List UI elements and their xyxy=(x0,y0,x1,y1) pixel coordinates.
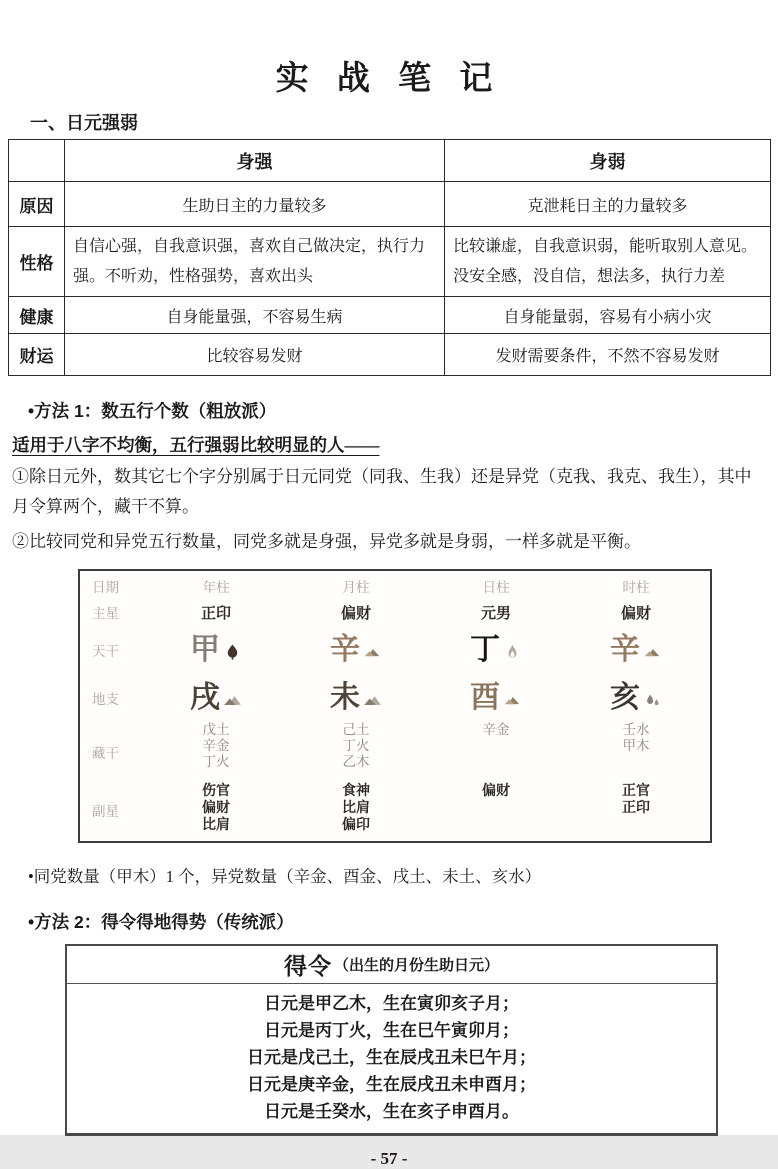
deling-header-sub: （出生的月份生助日元） xyxy=(333,958,499,974)
pillar-month-sub-stars: 食神 比肩 偏印 xyxy=(342,782,370,832)
row-label-main-star: 主星 xyxy=(92,606,119,621)
row-label-cause: 原因 xyxy=(9,182,65,227)
page-number: - 57 - xyxy=(370,1149,408,1168)
pillar-day-stem: 丁 xyxy=(470,633,500,666)
pillar-year-header: 年柱 xyxy=(202,580,230,595)
strength-comparison-table xyxy=(8,139,771,376)
fire-icon xyxy=(503,643,522,662)
deling-rule-wood: 日元是甲乙木，生在寅卯亥子月； xyxy=(264,994,519,1013)
pillar-month-hidden-stems: 己土 丁火 乙木 xyxy=(342,722,370,769)
pillar-day-hidden-stems: 辛金 xyxy=(482,722,510,737)
pillar-month-stem: 辛 xyxy=(330,633,360,666)
pillar-day xyxy=(426,574,566,838)
table-row-cause xyxy=(9,182,771,227)
wealth-weak-cell: 发财需要条件，不然不容易发财 xyxy=(445,334,771,376)
table-header-row xyxy=(9,140,771,182)
table-row-health xyxy=(9,297,771,334)
cause-weak-cell: 克泄耗日主的力量较多 xyxy=(445,182,771,227)
pillar-month-main-star: 偏财 xyxy=(340,604,371,622)
method1-point1: ①除日元外，数其它七个字分别属于日元同党（同我、生我）还是异党（克我、我克、我生），其中月令算两个，藏干不算。 xyxy=(12,467,752,516)
character-strong-cell: 自信心强，自我意识强，喜欢自己做决定，执行力强。不听劝，性格强势，喜欢出头 xyxy=(65,227,445,297)
section-heading: 一、日元强弱 xyxy=(30,113,138,133)
row-label-wealth: 财运 xyxy=(9,334,65,376)
row-label-sub-stars: 副星 xyxy=(92,804,119,819)
pillar-day-main-star: 元男 xyxy=(480,604,511,622)
deling-table-body xyxy=(67,984,716,1133)
deling-rule-fire: 日元是丙丁火，生在巳午寅卯月； xyxy=(264,1021,519,1040)
row-label-hidden-stems: 藏干 xyxy=(92,746,119,761)
header-strong: 身强 xyxy=(65,140,445,182)
pillar-year-stem: 甲 xyxy=(190,633,220,666)
wood-icon xyxy=(223,643,242,662)
header-empty-cell xyxy=(9,140,65,182)
pillar-year-branch: 戌 xyxy=(190,681,220,714)
deling-header-main: 得令 xyxy=(283,953,332,979)
pillar-hour-stem: 辛 xyxy=(610,633,640,666)
pillar-hour-header: 时柱 xyxy=(622,580,650,595)
water-icon xyxy=(643,691,662,710)
pillar-year xyxy=(146,574,286,838)
pillar-day-sub-stars: 偏财 xyxy=(482,782,510,798)
pillar-hour-sub-stars: 正官 正印 xyxy=(622,782,650,815)
cause-strong-cell: 生助日主的力量较多 xyxy=(65,182,445,227)
deling-rule-metal: 日元是庚辛金，生在辰戌丑未申酉月； xyxy=(247,1075,536,1094)
deling-table-header xyxy=(67,946,716,984)
bazi-chart xyxy=(78,569,712,843)
pillar-hour-hidden-stems: 壬水 甲木 xyxy=(622,722,650,753)
health-weak-cell: 自身能量弱，容易有小病小灾 xyxy=(445,297,771,334)
deling-table xyxy=(65,944,718,1136)
health-strong-cell: 自身能量强，不容易生病 xyxy=(65,297,445,334)
deling-rule-earth: 日元是戊己土，生在辰戌丑未巳午月； xyxy=(247,1048,536,1067)
pillar-hour xyxy=(566,574,706,838)
metal-icon xyxy=(363,643,382,662)
method1-point2: ②比较同党和异党五行数量，同党多就是身强，异党多就是身弱，一样多就是平衡。 xyxy=(12,532,641,551)
earth-icon xyxy=(223,691,242,710)
deling-rule-water: 日元是壬癸水，生在亥子申酉月。 xyxy=(264,1102,519,1121)
earth-icon xyxy=(363,691,382,710)
party-count-note: •同党数量（甲木）1 个，异党数量（辛金、酉金、戌土、未土、亥水） xyxy=(28,867,542,886)
method1-heading: •方法 1：数五行个数（粗放派） xyxy=(28,401,277,421)
pillar-day-branch: 酉 xyxy=(470,681,500,714)
pillar-month-header: 月柱 xyxy=(342,580,370,595)
method1-subheading: 适用于八字不均衡，五行强弱比较明显的人—— xyxy=(12,435,380,455)
pillar-year-sub-stars: 伤官 偏财 比肩 xyxy=(202,782,230,832)
pillar-month-branch: 未 xyxy=(330,681,360,714)
row-label-health: 健康 xyxy=(9,297,65,334)
method2-heading: •方法 2：得令得地得势（传统派） xyxy=(28,912,294,932)
chart-row-labels xyxy=(84,574,146,838)
character-weak-cell: 比较谦虚，自我意识弱，能听取别人意见。没安全感，没自信，想法多，执行力差 xyxy=(445,227,771,297)
metal-icon xyxy=(643,643,662,662)
pillar-hour-branch: 亥 xyxy=(610,681,640,714)
wealth-strong-cell: 比较容易发财 xyxy=(65,334,445,376)
pillar-year-hidden-stems: 戊土 辛金 丁火 xyxy=(202,722,230,769)
pillar-month xyxy=(286,574,426,838)
pillar-year-main-star: 正印 xyxy=(200,604,231,622)
table-row-wealth xyxy=(9,334,771,376)
pillar-hour-main-star: 偏财 xyxy=(620,604,651,622)
page-title: 实 战 笔 记 xyxy=(275,61,503,97)
row-label-heavenly-stem: 天干 xyxy=(92,644,119,659)
row-label-character: 性格 xyxy=(9,227,65,297)
metal-icon xyxy=(503,691,522,710)
table-row-character xyxy=(9,227,771,297)
header-weak: 身弱 xyxy=(445,140,771,182)
pillar-day-header: 日柱 xyxy=(482,580,510,595)
row-label-date: 日期 xyxy=(92,580,119,595)
row-label-earthly-branch: 地支 xyxy=(92,692,119,707)
